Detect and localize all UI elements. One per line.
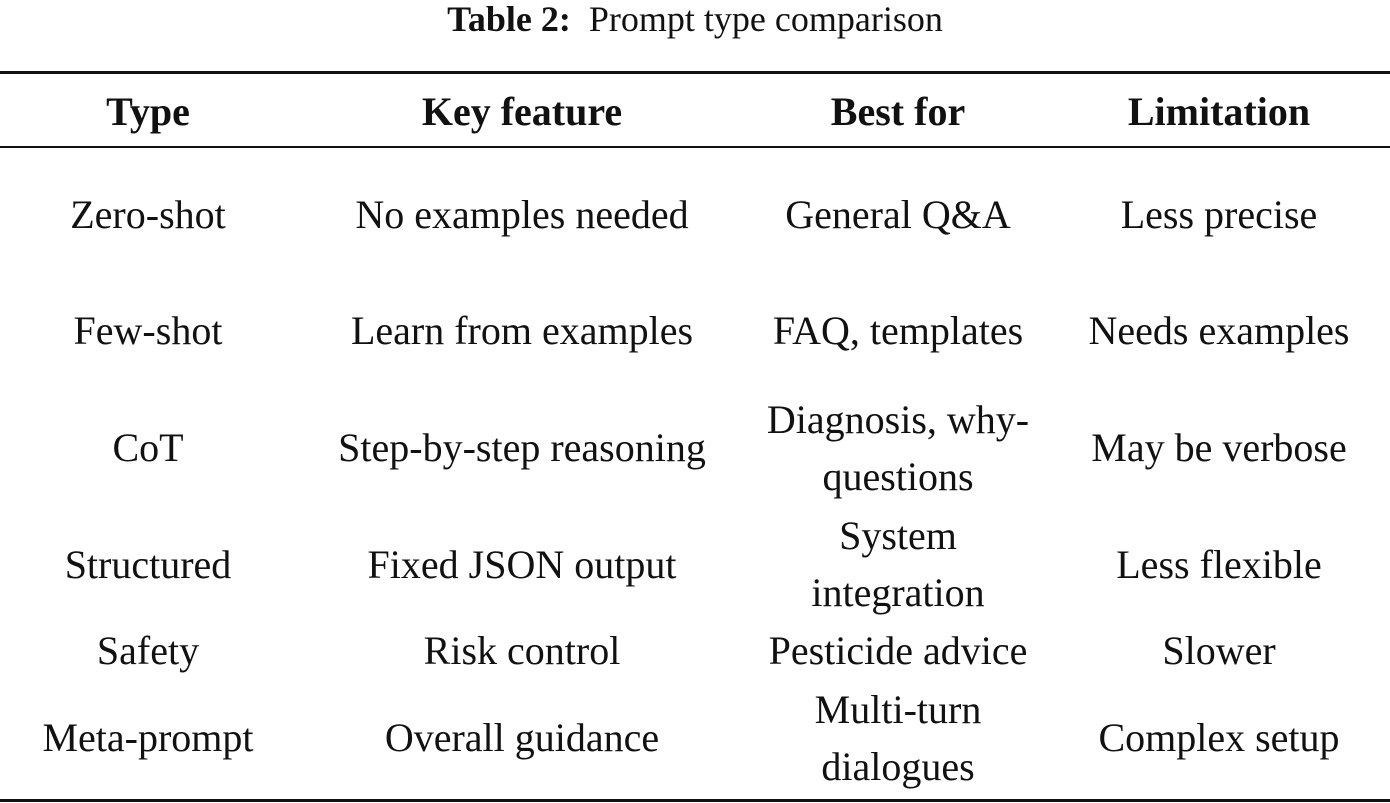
cell-best-for: System integration [811, 513, 985, 615]
cell-type: Structured [64, 541, 232, 587]
cell-best-for: Pesticide advice [768, 628, 1028, 673]
header-limitation: Limitation [1127, 88, 1311, 134]
cell-key-feature: Fixed JSON output [367, 541, 677, 587]
cell-key-feature: Step-by-step reasoning [338, 425, 706, 470]
table-header-rule [0, 146, 1390, 148]
cell-limitation: Complex setup [1098, 715, 1340, 760]
cell-limitation: Slower [1162, 628, 1276, 673]
table-caption-title: Prompt type comparison [588, 0, 943, 39]
header-best-for: Best for [830, 88, 966, 134]
cell-best-for: Multi-turn dialogues [814, 686, 982, 789]
cell-best-for: FAQ, templates [772, 308, 1024, 353]
cell-type: Safety [96, 628, 200, 673]
cell-type: Few-shot [73, 308, 223, 353]
cell-key-feature: Overall guidance [384, 715, 660, 760]
cell-type: Zero-shot [70, 191, 226, 237]
table-bottom-rule [0, 799, 1390, 802]
header-key-feature: Key feature [421, 88, 623, 134]
cell-best-for: Diagnosis, why-questions [766, 396, 1030, 499]
cell-limitation: Needs examples [1088, 308, 1350, 353]
cell-limitation: Less flexible [1116, 541, 1322, 587]
cell-limitation: May be verbose [1091, 425, 1347, 470]
cell-type: Meta-prompt [42, 715, 254, 760]
table-top-rule [0, 71, 1390, 74]
cell-key-feature: Risk control [423, 628, 621, 673]
cell-best-for: General Q&A [785, 191, 1011, 237]
cell-key-feature: Learn from examples [350, 308, 694, 353]
cell-limitation: Less precise [1120, 191, 1318, 237]
table-caption [0, 0, 1390, 40]
cell-key-feature: No examples needed [355, 191, 689, 237]
header-type: Type [106, 88, 190, 134]
cell-type: CoT [112, 425, 184, 470]
table-caption-label: Table 2: [447, 0, 571, 39]
